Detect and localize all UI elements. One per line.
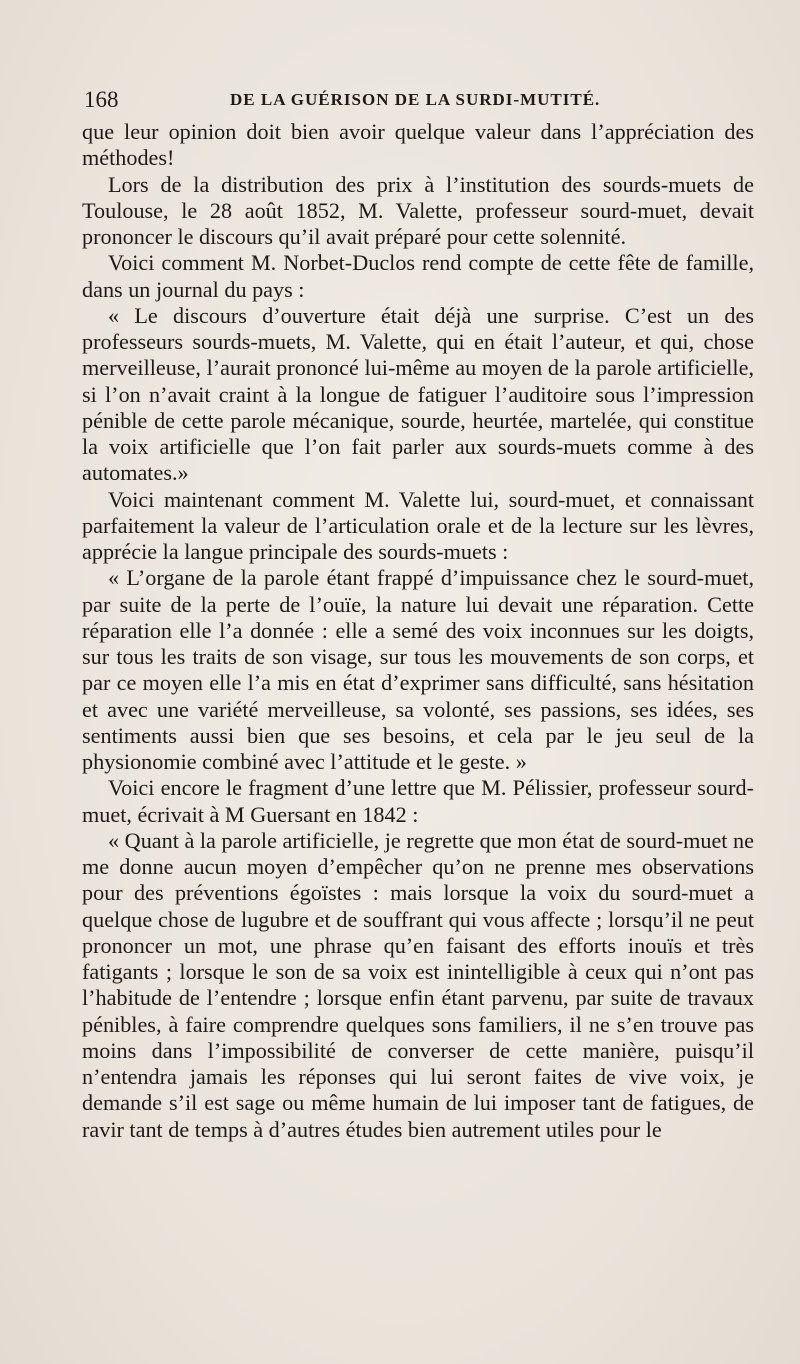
paragraph-valette: Voici maintenant comment M. Valette lui, sourd-muet, et connaissant parfaitement la valeur de l’articulation orale et de la lecture sur les lèvres, apprécie la langue principale des sourds-muets : [82,486,754,564]
paragraph-continuation: que leur opinion doit bien avoir quelque valeur dans l’appréciation des méthodes! [82,119,754,171]
running-title: DE LA GUÉRISON DE LA SURDI-MUTITÉ. [230,90,601,109]
page-number: 168 [84,87,119,112]
paragraph-distribution-prix: Lors de la distribution des prix à l’institution des sourds-muets de Toulouse, le 28 août 1852, M. Valette, professeur sourd-muet, devait prononcer le discours qu’il avait préparé pour cette solennité. [82,171,754,249]
paragraph-norbet-duclos: Voici comment M. Norbet-Duclos rend compte de cette fête de famille, dans un journal du pays : [82,250,754,302]
quote-parole-artificielle: « Quant à la parole artificielle, je regrette que mon état de sourd-muet ne me donne aucun moyen d’empêcher qu’on ne prenne mes observations pour des préventions égoïstes : mais lorsque la voix du sourd-muet a quelque chose de lugubre et de souffrant qui vous affecte ; lorsqu’il ne peut prononcer un mot, une phrase qu’en faisant des efforts inouïs et très fatigants ; lorsque le son de sa voix est inintelligible à ceux qui n’ont pas l’habitude de l’entendre ; lorsque enfin étant parvenu, par suite de travaux pénibles, à faire comprendre quelques sons familiers, il ne s’en trouve pas moins dans l’impossibilité de converser de cette manière, puisqu’il n’entendra jamais les réponses qui lui seront faites de vive voix, je demande s’il est sage ou même humain de lui imposer tant de fatigues, de ravir tant de temps à d’autres études bien autrement utiles pour le [82,827,754,1142]
body-text [82,119,754,1143]
quote-discours-ouverture: « Le discours d’ouverture était déjà une surprise. C’est un des professeurs sourds-muets, M. Valette, qui en était l’auteur, et qui, chose merveilleuse, l’aurait prononcé lui-même au moyen de la parole artificielle, si l’on n’avait craint à la longue de fatiguer l’auditoire sous l’impression pénible de cette parole mécanique, sourde, heurtée, martelée, qui constitue la voix artificielle que l’on fait parler aux sourds-muets comme à des automates.» [82,302,754,486]
paragraph-pelissier: Voici encore le fragment d’une lettre que M. Pélissier, professeur sourd-muet, écrivait à M Guersant en 1842 : [82,775,754,827]
quote-organe-parole: « L’organe de la parole étant frappé d’impuissance chez le sourd-muet, par suite de la perte de l’ouïe, la nature lui devait une réparation. Cette réparation elle l’a donnée : elle a semé des voix inconnues sur les doigts, sur tous les traits de son visage, sur tous les mouvements de son corps, et par ce moyen elle l’a mis en état d’exprimer sans difficulté, sans hésitation et avec une variété merveilleuse, sa volonté, ses passions, ses idées, ses sentiments aussi bien que ses besoins, et cela par le jeu seul de la physionomie combiné avec l’attitude et le geste. » [82,565,754,774]
page-header [84,84,764,116]
